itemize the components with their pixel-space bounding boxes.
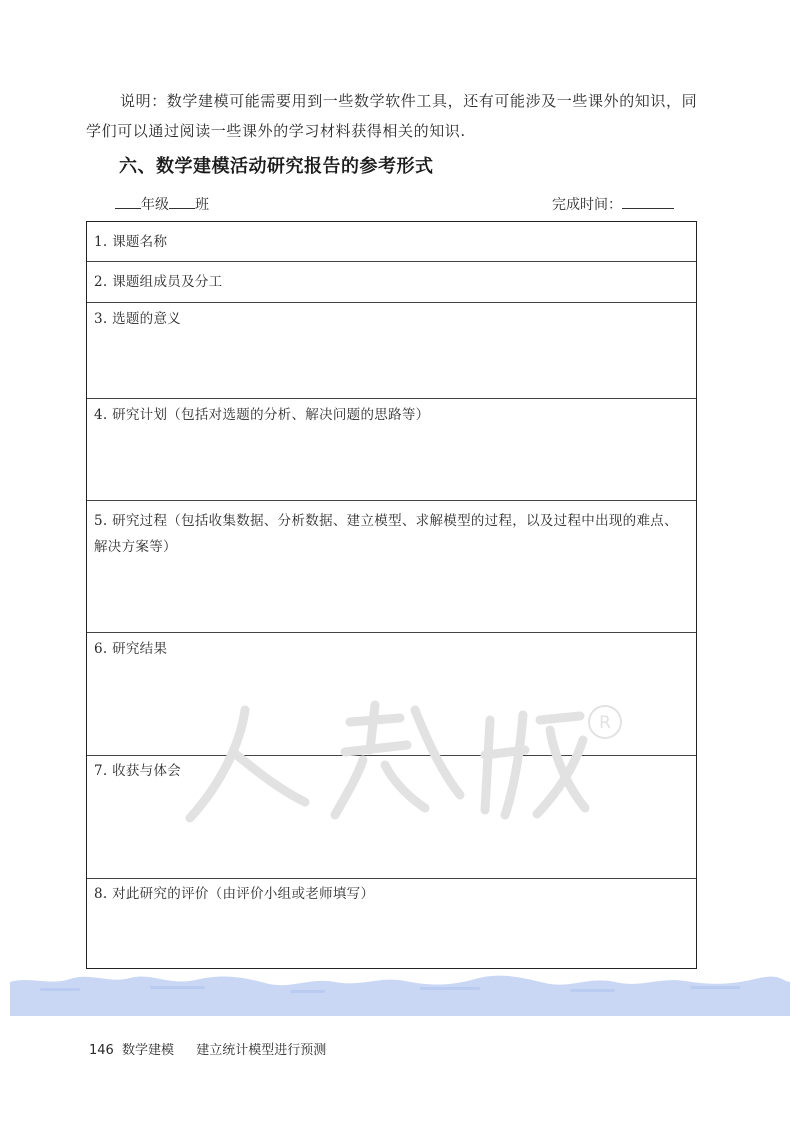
page-number: 146 (89, 1043, 114, 1058)
completion-time-line (552, 194, 674, 214)
table-row[interactable] (87, 756, 696, 879)
row-label: 2. 课题组成员及分工 (94, 274, 223, 290)
class-blank[interactable] (169, 194, 195, 209)
report-table (86, 221, 697, 969)
decorative-brush-band (10, 974, 790, 1016)
grade-class-line (115, 194, 209, 214)
table-row[interactable] (87, 303, 696, 399)
chapter-title: 建立统计模型进行预测 (196, 1043, 327, 1058)
section-heading: 六、数学建模活动研究报告的参考形式 (119, 156, 434, 177)
table-row[interactable] (87, 501, 696, 633)
grade-label: 年级 (141, 197, 169, 213)
completion-time-blank[interactable] (622, 194, 674, 209)
row-label: 7. 收获与体会 (94, 763, 182, 779)
row-label: 1. 课题名称 (94, 234, 168, 250)
table-row[interactable] (87, 222, 696, 262)
row-label: 4. 研究计划（包括对选题的分析、解决问题的思路等） (94, 407, 430, 423)
class-label: 班 (195, 197, 209, 213)
table-row[interactable] (87, 262, 696, 303)
page-footer (89, 1039, 326, 1058)
row-label: 5. 研究过程（包括收集数据、分析数据、建立模型、求解模型的过程，以及过程中出现的难点、解决方案等） (94, 513, 678, 555)
table-row[interactable] (87, 399, 696, 501)
book-title: 数学建模 (121, 1043, 174, 1058)
completion-time-label: 完成时间： (552, 197, 622, 213)
row-label: 8. 对此研究的评价（由评价小组或老师填写） (94, 886, 375, 902)
table-row[interactable] (87, 879, 696, 970)
row-label: 3. 选题的意义 (94, 311, 182, 327)
table-row[interactable] (87, 633, 696, 756)
grade-blank[interactable] (115, 194, 141, 209)
note-paragraph: 说明：数学建模可能需要用到一些数学软件工具，还有可能涉及一些课外的知识，同学们可以通过阅读一些课外的学习材料获得相关的知识. (86, 92, 698, 140)
svg-text:R: R (599, 713, 611, 733)
row-label: 6. 研究结果 (94, 641, 168, 657)
